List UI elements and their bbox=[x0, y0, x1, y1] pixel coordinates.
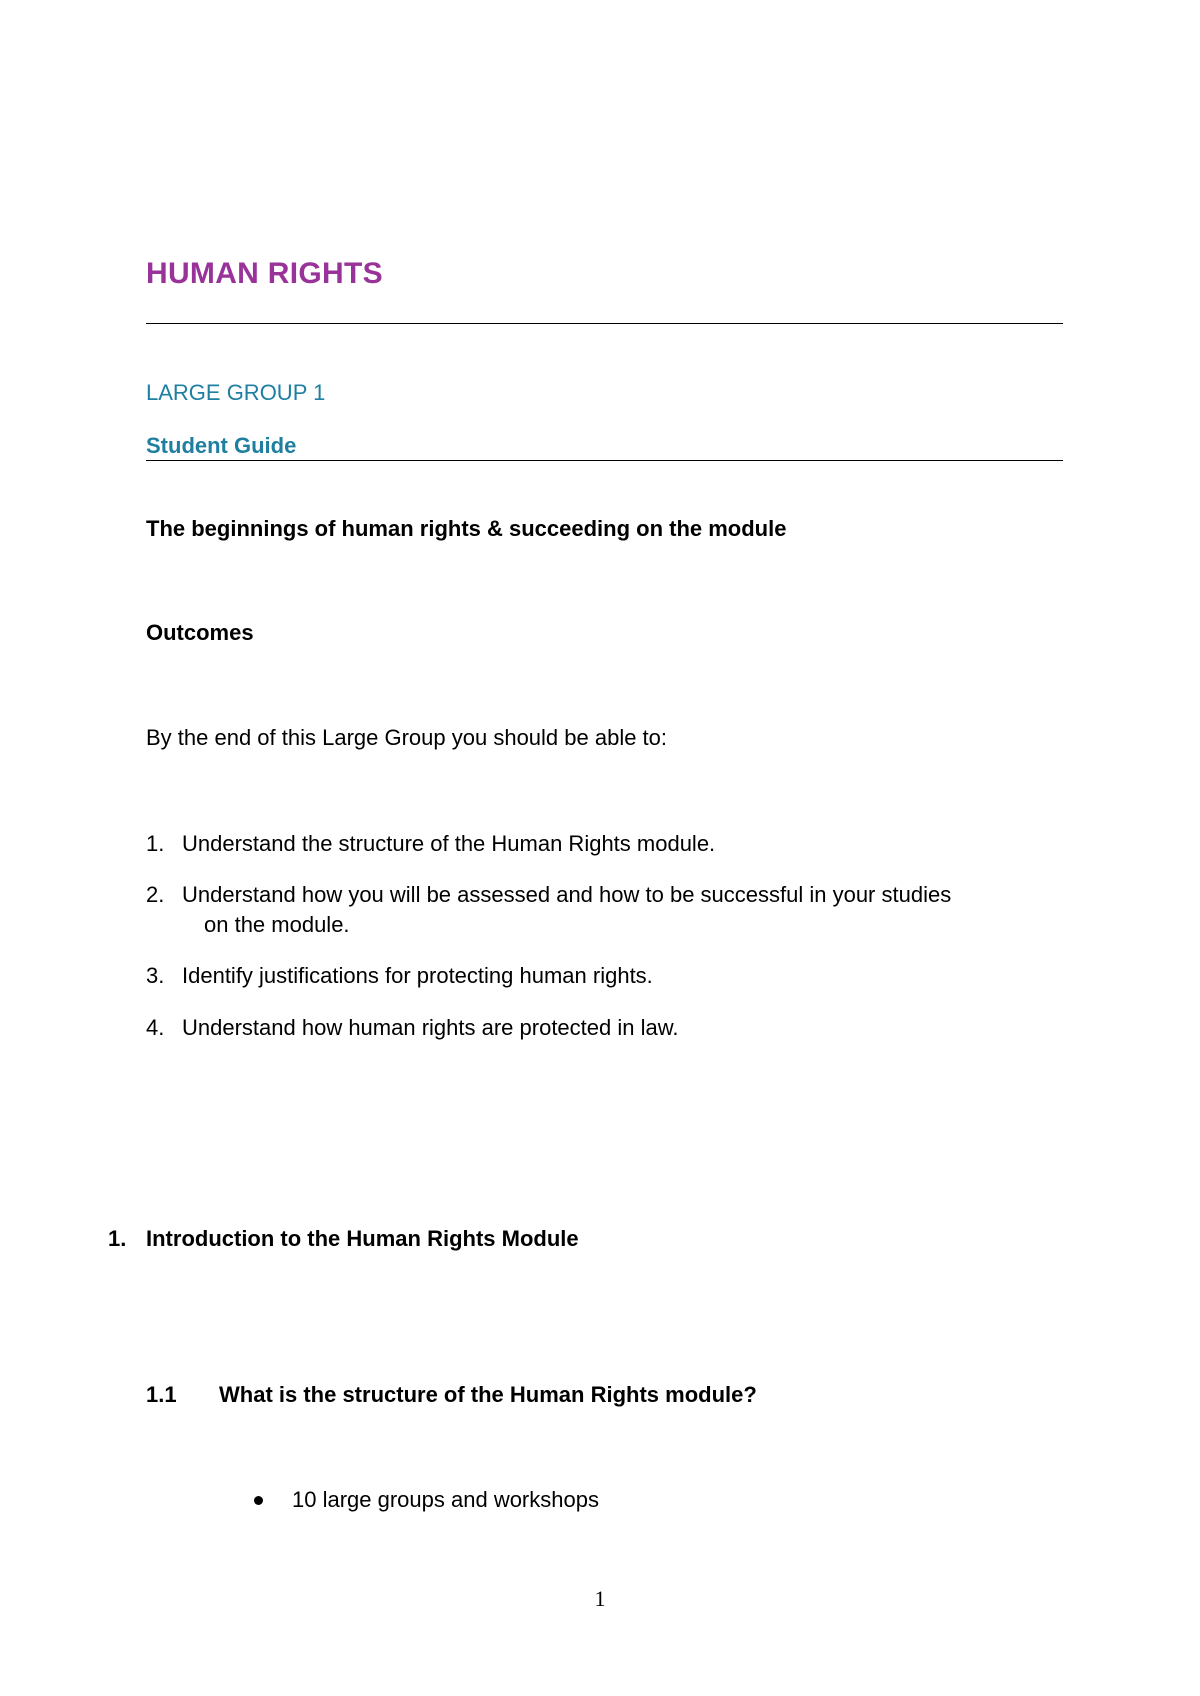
outcome-item bbox=[146, 880, 1063, 940]
subsection-title: What is the structure of the Human Rights module? bbox=[219, 1382, 757, 1407]
bullet-item: 10 large groups and workshops bbox=[292, 1487, 599, 1512]
page-number: 1 bbox=[594, 1586, 606, 1611]
section-title: Introduction to the Human Rights Module bbox=[146, 1226, 579, 1251]
outcome-text: Understand how human rights are protected in law. bbox=[182, 1015, 679, 1040]
document-title: HUMAN RIGHTS bbox=[146, 257, 383, 290]
outcome-number: 3. bbox=[146, 963, 165, 988]
title-divider bbox=[146, 323, 1063, 324]
outcome-number: 2. bbox=[146, 882, 165, 907]
student-guide-label: Student Guide bbox=[146, 433, 297, 458]
outcome-number: 1. bbox=[146, 831, 165, 856]
outcome-text: Understand how you will be assessed and how to be successful in your studies bbox=[182, 882, 952, 907]
outcome-text: Identify justifications for protecting human rights. bbox=[182, 963, 653, 988]
section-number: 1. bbox=[108, 1226, 127, 1251]
outcome-text-continuation: on the module. bbox=[204, 912, 350, 937]
bullet-icon bbox=[254, 1496, 263, 1505]
outcome-item bbox=[146, 829, 1063, 859]
outcome-text: Understand the structure of the Human Rights module. bbox=[182, 831, 716, 856]
outcome-number: 4. bbox=[146, 1015, 165, 1040]
subsection-number: 1.1 bbox=[146, 1382, 177, 1407]
subtitle-divider bbox=[146, 460, 1063, 461]
large-group-label: LARGE GROUP 1 bbox=[146, 380, 326, 405]
outcomes-heading: Outcomes bbox=[146, 620, 254, 645]
session-title: The beginnings of human rights & succeeding on the module bbox=[146, 516, 787, 541]
outcome-item bbox=[146, 961, 1063, 991]
outcome-item bbox=[146, 1013, 1063, 1043]
outcomes-intro: By the end of this Large Group you should be able to: bbox=[146, 725, 668, 750]
